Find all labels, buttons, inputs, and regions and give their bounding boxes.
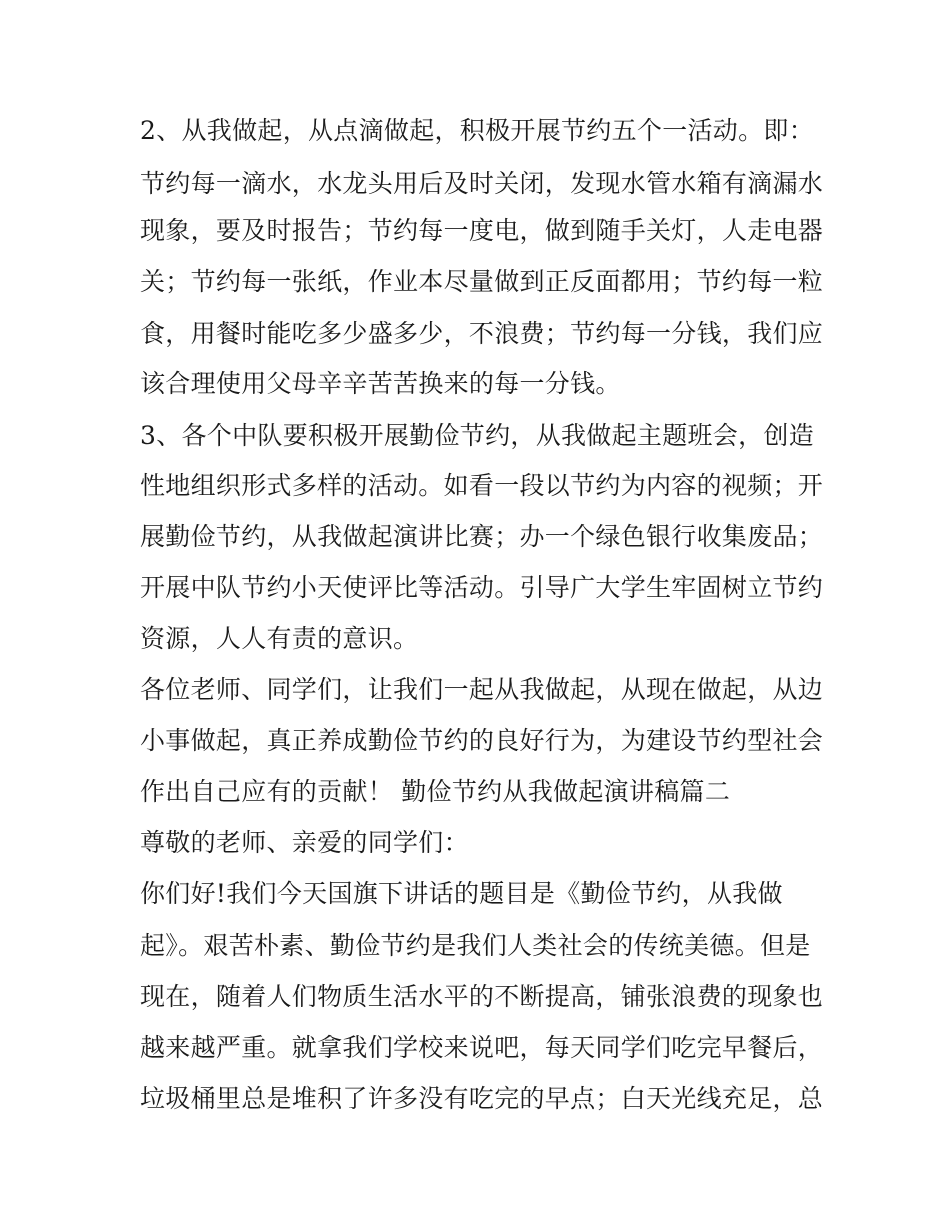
text-line: 关；节约每一张纸，作业本尽量做到正反面都用；节约每一粒	[140, 267, 824, 296]
text-line: 各位老师、同学们，让我们一起从我做起，从现在做起，从边	[140, 675, 824, 704]
text-line: 现象，要及时报告；节约每一度电，做到随手关灯，人走电器	[140, 216, 824, 245]
text-line: 作出自己应有的贡献！ 勤俭节约从我做起演讲稿篇二	[140, 777, 731, 806]
text-line: 展勤俭节约，从我做起演讲比赛；办一个绿色银行收集废品；	[140, 522, 824, 551]
text-line: 现在，随着人们物质生活水平的不断提高，铺张浪费的现象也	[140, 982, 824, 1011]
text-line: 开展中队节约小天使评比等活动。引导广大学生牢固树立节约	[140, 573, 824, 602]
text-line: 垃圾桶里总是堆积了许多没有吃完的早点；白天光线充足，总	[140, 1084, 824, 1113]
text-line: 资源，人人有责的意识。	[140, 624, 419, 653]
text-line: 尊敬的老师、亲爱的同学们：	[140, 828, 469, 857]
text-line: 起》。艰苦朴素、勤俭节约是我们人类社会的传统美德。但是	[140, 931, 811, 960]
text-line: 越来越严重。就拿我们学校来说吧，每天同学们吃完早餐后，	[140, 1033, 824, 1062]
text-line: 你们好!我们今天国旗下讲话的题目是《勤俭节约，从我做	[140, 879, 783, 908]
text-line: 3、各个中队要积极开展勤俭节约，从我做起主题班会，创造	[140, 421, 815, 450]
text-line: 性地组织形式多样的活动。如看一段以节约为内容的视频；开	[140, 471, 824, 500]
text-line: 节约每一滴水，水龙头用后及时关闭，发现水管水箱有滴漏水	[140, 169, 824, 198]
text-line: 小事做起，真正养成勤俭节约的良好行为，为建设节约型社会	[140, 726, 824, 755]
text-line: 食，用餐时能吃多少盛多少，不浪费；节约每一分钱，我们应	[140, 319, 824, 348]
text-line: 该合理使用父母辛辛苦苦换来的每一分钱。	[140, 369, 621, 398]
text-line: 2、从我做起，从点滴做起，积极开展节约五个一活动。即：	[140, 116, 815, 145]
